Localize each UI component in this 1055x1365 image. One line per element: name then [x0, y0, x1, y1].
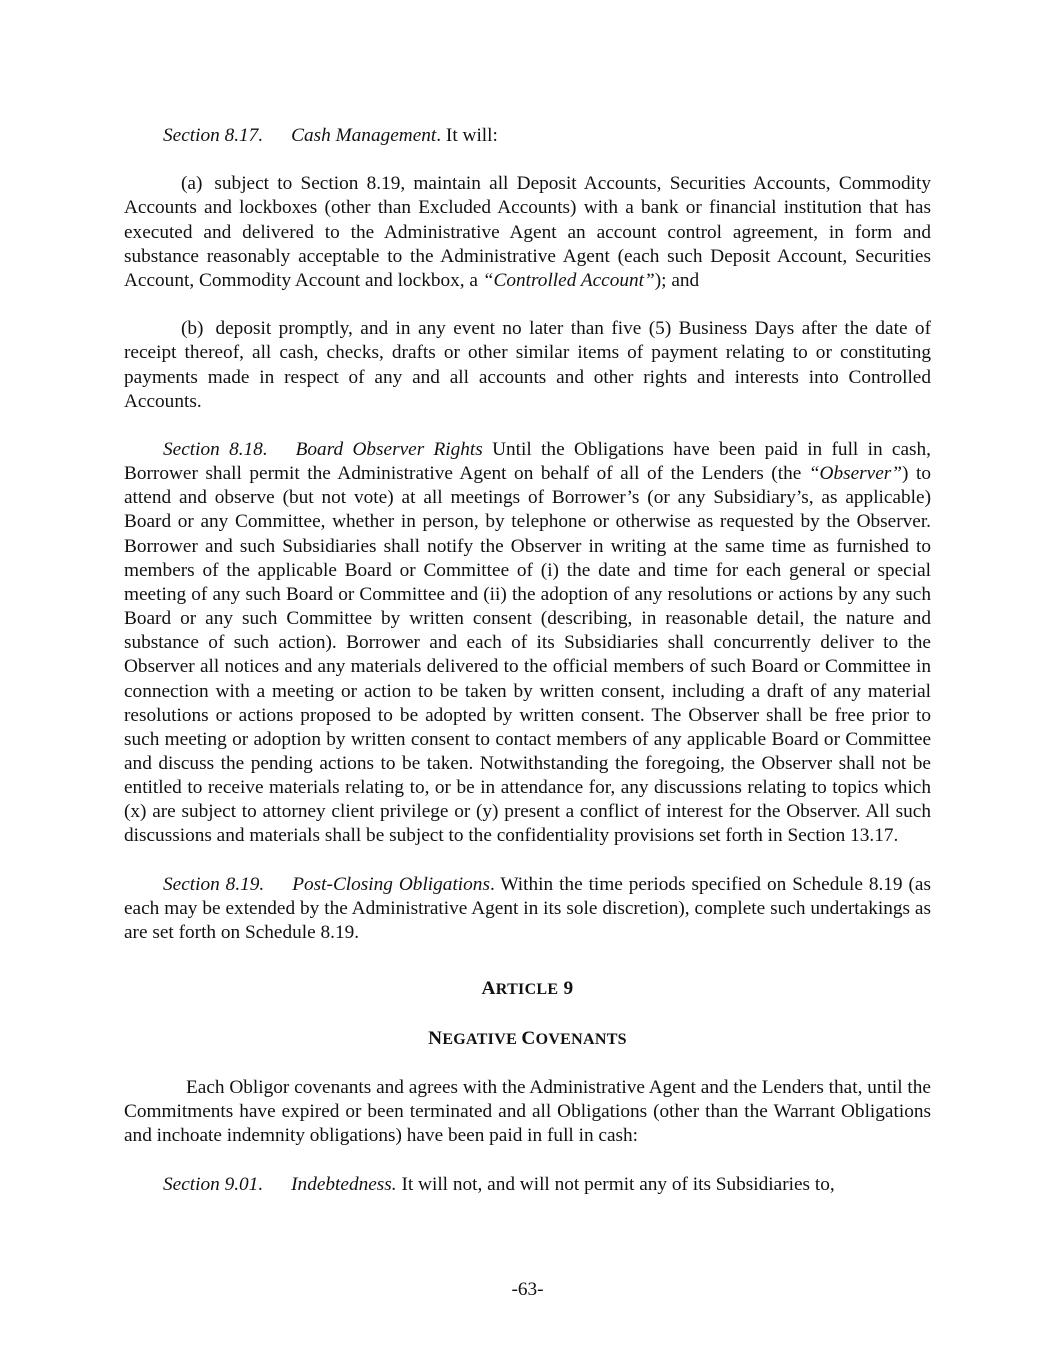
section-text: Until the Obligations have been paid in full in cash, Borrower shall permit the Administrative Agent on behalf of all of the Lenders (the — [124, 438, 931, 485]
section-number: Section 9.01. — [163, 1173, 264, 1195]
section-8-19 — [124, 873, 931, 945]
section-text: . Within the time periods specified on Schedule 8.19 (as each may be extended by the Administrative Agent in its sole discretion), complete such undertakings as are set forth on Schedule 8.19. — [124, 873, 931, 944]
clause-8-17-b — [124, 317, 931, 414]
section-title: Cash Management — [291, 125, 437, 146]
title-cap-2: C — [521, 1027, 536, 1049]
section-9-01 — [124, 1173, 931, 1197]
clause-8-17-a — [124, 172, 931, 293]
section-title: Board Observer Rights — [295, 438, 483, 460]
clause-text: subject to Section 8.19, maintain all Deposit Accounts, Securities Accounts, Commodity Accounts and lockboxes (other than Excluded Accounts) with a bank or financial institution that has executed and delivered to the Administrative Agent an account control agreement, in form and substance reasonably acceptable to the Administrative Agent (each such Deposit Account, Securities Account, Commodity Account and lockbox, a — [124, 173, 931, 291]
clause-label: (a) — [181, 173, 203, 195]
defined-term: “Observer” — [808, 463, 903, 485]
article-intro: Each Obligor covenants and agrees with the Administrative Agent and the Lenders that, until the Commitments have expired or been terminated and all Obligations (other than the Warrant Obligations and inchoate indemnity obligations) have been paid in full in cash: — [124, 1076, 931, 1147]
title-rest-1: EGATIVE — [442, 1030, 522, 1048]
section-text-cont: ) to attend and observe (but not vote) at all meetings of Borrower’s (or any Subsidiary’s, as applicable) Board or any Committee, whether in person, by telephone or otherwise as requested by the Observer. Borrower and such Subsidiaries shall notify the Observer in writing at the same time as furnished to members of the applicable Board or Committee of (i) the date and time for each general or special meeting of any such Board or Committee and (ii) the adoption of any resolutions or actions by any such Board or any such Committee by written consent (describing, in reasonable detail, the nature and substance of such action). Borrower and each of its Subsidiaries shall concurrently deliver to the Observer all notices and any materials delivered to the official members of such Board or Committee in connection with a meeting or action to be taken by written consent, including a draft of any material resolutions or actions proposed to be adopted by written consent. The Observer shall be free prior to such meeting or adoption by written consent to contact members of any applicable Board or Committee and discuss the pending actions to be taken. Notwithstanding the foregoing, the Observer shall not be entitled to receive materials relating to, or be in attendance for, any discussions relating to topics which (x) are subject to attorney client privilege or (y) present a conflict of interest for the Observer. All such discussions and materials shall be subject to the confidentiality provisions set forth in Section 13.17. — [124, 463, 931, 847]
clause-text-end: ); and — [654, 269, 700, 291]
defined-term: “Controlled Account” — [482, 269, 655, 291]
section-8-17-heading — [124, 124, 931, 148]
section-title: Post-Closing Obligations — [292, 873, 490, 895]
section-number: Section 8.19. — [163, 873, 265, 895]
title-cap-1: N — [428, 1027, 443, 1049]
title-rest-2: OVENANTS — [535, 1030, 627, 1048]
article-title — [124, 1027, 931, 1052]
article-heading — [124, 977, 931, 1002]
clause-label: (b) — [181, 318, 204, 340]
section-number: Section 8.18. — [163, 438, 268, 460]
article-cap: A — [481, 978, 496, 1000]
section-text: It will not, and will not permit any of its Subsidiaries to, — [396, 1173, 835, 1195]
clause-text: deposit promptly, and in any event no later than five (5) Business Days after the date of receipt thereof, all cash, checks, drafts or other similar items of payment relating to or constituting payments made in respect of any and all accounts and other rights and interests into Controlled Accounts. — [124, 318, 931, 412]
article-number: 9 — [558, 978, 574, 1000]
section-title: Indebtedness. — [291, 1173, 397, 1195]
article-rest: RTICLE — [495, 981, 559, 999]
page-number: -63- — [511, 1279, 544, 1300]
document-page — [124, 124, 931, 1221]
section-text: . It will: — [436, 125, 498, 146]
section-8-18 — [124, 438, 931, 849]
section-number: Section 8.17. — [163, 125, 264, 146]
